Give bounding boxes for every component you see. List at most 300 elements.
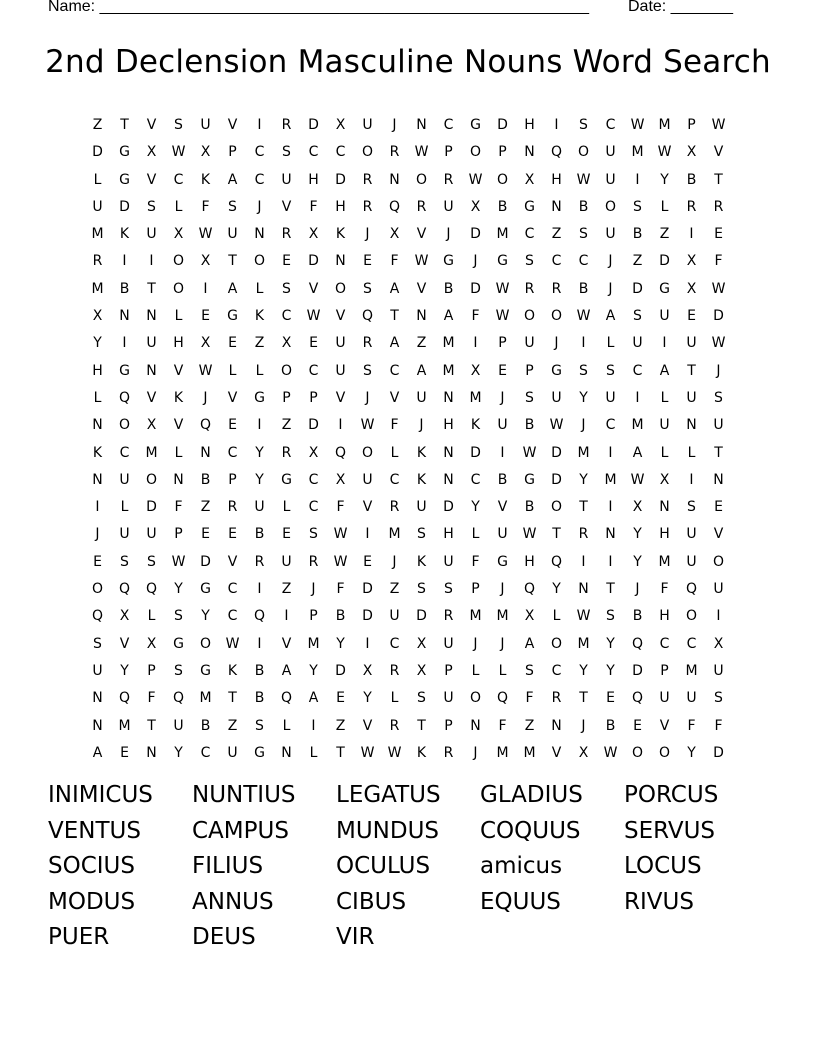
grid-letter: H xyxy=(443,526,454,543)
grid-letter: W xyxy=(495,280,510,297)
grid-letter: O xyxy=(550,635,563,652)
grid-letter: G xyxy=(470,117,481,133)
grid-letter: O xyxy=(91,581,104,598)
grid-letter: G xyxy=(173,635,184,652)
grid-letter: V xyxy=(389,389,400,406)
grid-letter: M xyxy=(496,226,509,243)
grid-letter: O xyxy=(280,362,293,379)
grid-letter: R xyxy=(92,253,103,270)
grid-letter: M xyxy=(496,744,509,761)
grid-letter: M xyxy=(388,526,401,543)
grid-letter: Y xyxy=(660,171,669,188)
grid-letter: E xyxy=(309,335,318,352)
grid-letter: A xyxy=(443,308,454,325)
grid-letter: S xyxy=(714,389,723,406)
grid-letter: G xyxy=(659,280,670,297)
word-bank xyxy=(48,778,768,956)
grid-letter: Q xyxy=(523,581,536,598)
grid-letter: Q xyxy=(496,690,509,707)
grid-letter: S xyxy=(525,389,534,406)
grid-letter: V xyxy=(713,144,724,161)
grid-letter: V xyxy=(281,635,292,652)
grid-letter: Z xyxy=(659,226,670,243)
grid-letter: J xyxy=(365,226,370,243)
grid-letter: J xyxy=(419,417,424,434)
grid-letter: M xyxy=(604,471,617,488)
grid-letter: L xyxy=(93,171,102,188)
grid-letter: X xyxy=(686,144,697,161)
grid-letter: J xyxy=(581,417,586,434)
grid-letter: G xyxy=(551,362,562,379)
grid-letter: Y xyxy=(201,608,210,625)
grid-letter: L xyxy=(498,662,507,679)
grid-letter: W xyxy=(171,144,186,161)
grid-letter: I xyxy=(311,717,316,734)
grid-letter: V xyxy=(362,499,373,516)
grid-letter: O xyxy=(577,144,590,161)
grid-letter: S xyxy=(363,280,372,297)
grid-letter: N xyxy=(713,471,724,488)
grid-letter: D xyxy=(119,198,130,215)
grid-letter: Q xyxy=(253,608,266,625)
grid-letter: N xyxy=(416,308,427,325)
grid-letter: L xyxy=(606,335,615,352)
grid-letter: O xyxy=(145,471,158,488)
grid-letter: R xyxy=(713,198,724,215)
grid-letter: X xyxy=(335,117,346,133)
grid-letter: J xyxy=(500,389,505,406)
grid-letter: I xyxy=(608,553,613,570)
grid-letter: Y xyxy=(552,581,561,598)
grid-letter: W xyxy=(171,553,186,570)
grid-letter: C xyxy=(227,608,238,625)
grid-letter: B xyxy=(632,226,643,243)
grid-letter: T xyxy=(606,581,615,598)
grid-letter: C xyxy=(173,171,184,188)
grid-letter: D xyxy=(713,308,724,325)
grid-letter: U xyxy=(686,335,697,352)
grid-letter: U xyxy=(443,635,454,652)
grid-letter: T xyxy=(687,362,696,379)
grid-letter: A xyxy=(308,690,319,707)
grid-letter: D xyxy=(308,253,319,270)
grid-letter: M xyxy=(496,608,509,625)
grid-letter: Y xyxy=(255,471,264,488)
grid-letter: K xyxy=(227,662,238,679)
grid-letter: H xyxy=(308,171,319,188)
grid-letter: N xyxy=(200,444,211,461)
grid-letter: F xyxy=(471,553,480,570)
grid-letter: Y xyxy=(471,499,480,516)
grid-letter: U xyxy=(605,171,616,188)
grid-letter: I xyxy=(662,335,667,352)
grid-letter: B xyxy=(200,717,211,734)
grid-letter: J xyxy=(392,117,397,133)
grid-letter: I xyxy=(257,117,262,133)
grid-letter: U xyxy=(335,335,346,352)
grid-letter: R xyxy=(227,499,238,516)
grid-letter: I xyxy=(338,417,343,434)
grid-letter: B xyxy=(335,608,346,625)
grid-letter: R xyxy=(524,280,535,297)
grid-letter: D xyxy=(443,499,454,516)
grid-letter: R xyxy=(254,553,265,570)
grid-letter: C xyxy=(551,253,562,270)
grid-letter: Y xyxy=(633,553,642,570)
grid-letter: U xyxy=(227,744,238,761)
grid-letter: T xyxy=(579,690,588,707)
grid-letter: J xyxy=(95,526,100,543)
grid-letter: M xyxy=(118,717,131,734)
grid-letter: O xyxy=(469,144,482,161)
grid-letter: G xyxy=(524,471,535,488)
grid-letter: H xyxy=(551,171,562,188)
grid-letter: P xyxy=(444,662,453,679)
grid-letter: M xyxy=(442,362,455,379)
grid-letter: N xyxy=(92,690,103,707)
grid-letter: D xyxy=(362,608,373,625)
grid-letter: U xyxy=(443,690,454,707)
grid-letter: B xyxy=(632,608,643,625)
grid-letter: D xyxy=(497,117,508,133)
grid-letter: W xyxy=(495,308,510,325)
grid-letter: N xyxy=(92,471,103,488)
word-bank-item: SOCIUS xyxy=(48,853,135,880)
grid-letter: F xyxy=(498,717,507,734)
grid-letter: X xyxy=(416,635,427,652)
word-bank-item: amicus xyxy=(480,853,563,880)
grid-letter: E xyxy=(606,690,615,707)
grid-letter: L xyxy=(660,444,669,461)
grid-letter: X xyxy=(524,171,535,188)
grid-letter: A xyxy=(92,744,103,761)
grid-letter: X xyxy=(686,280,697,297)
grid-letter: B xyxy=(524,417,535,434)
grid-letter: X xyxy=(281,335,292,352)
grid-letter: M xyxy=(631,417,644,434)
grid-letter: U xyxy=(119,471,130,488)
grid-letter: R xyxy=(362,335,373,352)
grid-letter: C xyxy=(308,499,319,516)
grid-letter: L xyxy=(147,608,156,625)
grid-letter: U xyxy=(416,389,427,406)
grid-letter: O xyxy=(685,608,698,625)
grid-letter: X xyxy=(146,417,157,434)
word-bank-item: RIVUS xyxy=(624,888,694,915)
grid-letter: L xyxy=(471,662,480,679)
grid-letter: X xyxy=(470,362,481,379)
grid-letter: W xyxy=(630,117,645,133)
grid-letter: J xyxy=(203,389,208,406)
grid-letter: U xyxy=(686,389,697,406)
grid-letter: R xyxy=(281,444,292,461)
word-bank-item: PUER xyxy=(48,924,110,951)
grid-letter: O xyxy=(118,417,131,434)
grid-letter: U xyxy=(146,226,157,243)
grid-letter: F xyxy=(309,198,318,215)
grid-letter: S xyxy=(417,526,426,543)
header-line xyxy=(48,0,748,20)
grid-letter: J xyxy=(554,335,559,352)
grid-letter: A xyxy=(659,362,670,379)
grid-letter: K xyxy=(254,308,265,325)
grid-letter: U xyxy=(497,417,508,434)
grid-letter: U xyxy=(443,553,454,570)
grid-letter: L xyxy=(174,444,183,461)
grid-letter: M xyxy=(658,117,671,133)
grid-letter: Z xyxy=(335,717,346,734)
grid-letter: U xyxy=(200,117,211,133)
grid-letter: G xyxy=(227,308,238,325)
grid-letter: V xyxy=(551,744,562,761)
grid-letter: T xyxy=(147,717,156,734)
grid-letter: X xyxy=(578,744,589,761)
grid-letter: U xyxy=(713,581,724,598)
grid-letter: R xyxy=(551,280,562,297)
grid-letter: P xyxy=(498,335,507,352)
grid-letter: D xyxy=(416,608,427,625)
grid-letter: L xyxy=(93,389,102,406)
grid-letter: R xyxy=(443,171,454,188)
grid-letter: O xyxy=(415,171,428,188)
grid-letter: T xyxy=(336,744,345,761)
grid-letter: C xyxy=(227,581,238,598)
grid-letter: A xyxy=(605,308,616,325)
grid-letter: U xyxy=(524,335,535,352)
grid-letter: U xyxy=(119,526,130,543)
grid-letter: W xyxy=(603,744,618,761)
grid-letter: C xyxy=(605,117,616,133)
grid-letter: R xyxy=(416,198,427,215)
grid-letter: W xyxy=(387,744,402,761)
grid-letter: S xyxy=(444,581,453,598)
grid-letter: D xyxy=(551,471,562,488)
grid-letter: E xyxy=(363,253,372,270)
word-bank-item: SERVUS xyxy=(624,817,716,844)
grid-letter: X xyxy=(200,144,211,161)
grid-letter: M xyxy=(145,444,158,461)
grid-letter: E xyxy=(228,526,237,543)
word-bank-item: GLADIUS xyxy=(480,782,583,808)
grid-letter: I xyxy=(689,226,694,243)
grid-letter: V xyxy=(362,717,373,734)
grid-letter: U xyxy=(416,499,427,516)
grid-letter: X xyxy=(713,635,724,652)
grid-letter: C xyxy=(254,171,265,188)
grid-letter: P xyxy=(687,117,696,133)
grid-letter: C xyxy=(281,308,292,325)
grid-letter: J xyxy=(608,280,613,297)
grid-letter: W xyxy=(576,308,591,325)
grid-letter: G xyxy=(200,581,211,598)
grid-letter: I xyxy=(365,635,370,652)
grid-letter: N xyxy=(281,744,292,761)
grid-letter: S xyxy=(714,690,723,707)
grid-letter: D xyxy=(470,280,481,297)
word-bank-item: MODUS xyxy=(48,888,136,915)
grid-letter: P xyxy=(444,717,453,734)
grid-letter: O xyxy=(361,144,374,161)
grid-letter: D xyxy=(146,499,157,516)
grid-letter: X xyxy=(470,198,481,215)
grid-letter: K xyxy=(92,444,103,461)
grid-letter: S xyxy=(525,253,534,270)
grid-letter: P xyxy=(228,144,237,161)
grid-letter: V xyxy=(227,389,238,406)
word-bank-item: NUNTIUS xyxy=(192,782,296,808)
grid-letter: J xyxy=(635,581,640,598)
grid-letter: K xyxy=(416,744,427,761)
grid-letter: F xyxy=(687,717,696,734)
grid-letter: A xyxy=(389,335,400,352)
grid-letter: J xyxy=(500,635,505,652)
grid-letter: O xyxy=(631,744,644,761)
grid-letter: L xyxy=(390,444,399,461)
word-bank-item: FILIUS xyxy=(192,853,264,880)
grid-letter: F xyxy=(714,253,723,270)
grid-letter: J xyxy=(473,253,478,270)
grid-letter: K xyxy=(119,226,130,243)
grid-letter: W xyxy=(711,280,726,297)
grid-letter: P xyxy=(471,581,480,598)
grid-letter: G xyxy=(200,662,211,679)
grid-letter: X xyxy=(200,253,211,270)
grid-letter: Z xyxy=(389,581,400,598)
grid-letter: U xyxy=(335,362,346,379)
grid-letter: S xyxy=(282,280,291,297)
grid-letter: J xyxy=(311,581,316,598)
word-bank-item: ANNUS xyxy=(192,888,274,915)
grid-letter: S xyxy=(174,117,183,133)
grid-letter: E xyxy=(498,362,507,379)
grid-letter: X xyxy=(119,608,130,625)
grid-letter: R xyxy=(551,690,562,707)
grid-letter: E xyxy=(336,690,345,707)
grid-letter: W xyxy=(414,144,429,161)
grid-letter: B xyxy=(524,499,535,516)
grid-letter: N xyxy=(443,444,454,461)
grid-letter: Z xyxy=(551,226,562,243)
grid-letter: U xyxy=(146,526,157,543)
grid-letter: E xyxy=(93,553,102,570)
grid-letter: Q xyxy=(118,389,131,406)
grid-letter: I xyxy=(716,608,721,625)
grid-letter: V xyxy=(335,308,346,325)
grid-letter: C xyxy=(119,444,130,461)
grid-letter: C xyxy=(389,635,400,652)
grid-letter: U xyxy=(686,553,697,570)
word-bank-item: OCULUS xyxy=(336,853,431,880)
grid-letter: J xyxy=(500,581,505,598)
grid-letter: C xyxy=(308,144,319,161)
grid-letter: U xyxy=(443,198,454,215)
grid-letter: F xyxy=(714,717,723,734)
grid-letter: T xyxy=(714,444,723,461)
word-bank-item: VENTUS xyxy=(48,817,141,844)
grid-letter: R xyxy=(443,608,454,625)
grid-letter: I xyxy=(635,389,640,406)
grid-letter: F xyxy=(336,581,345,598)
grid-letter: A xyxy=(389,280,400,297)
grid-letter: R xyxy=(281,117,292,133)
grid-letter: E xyxy=(282,253,291,270)
grid-letter: Z xyxy=(632,253,643,270)
grid-letter: Z xyxy=(92,117,103,133)
grid-letter: K xyxy=(470,417,481,434)
grid-letter: U xyxy=(713,417,724,434)
grid-letter: W xyxy=(198,362,213,379)
grid-letter: M xyxy=(307,635,320,652)
grid-letter: V xyxy=(308,280,319,297)
grid-letter: I xyxy=(149,253,154,270)
grid-letter: N xyxy=(173,471,184,488)
grid-letter: L xyxy=(174,308,183,325)
grid-letter: S xyxy=(606,608,615,625)
grid-letter: L xyxy=(660,198,669,215)
grid-letter: W xyxy=(198,226,213,243)
grid-letter: E xyxy=(228,417,237,434)
grid-letter: Y xyxy=(174,581,183,598)
grid-letter: Y xyxy=(363,690,372,707)
grid-letter: Y xyxy=(579,471,588,488)
grid-letter: S xyxy=(687,499,696,516)
grid-letter: M xyxy=(577,444,590,461)
grid-letter: I xyxy=(122,335,127,352)
grid-letter: M xyxy=(523,744,536,761)
grid-letter: F xyxy=(174,499,183,516)
grid-letter: B xyxy=(200,471,211,488)
grid-letter: B xyxy=(254,662,265,679)
grid-letter: L xyxy=(687,444,696,461)
grid-letter: U xyxy=(281,171,292,188)
grid-letter: X xyxy=(200,335,211,352)
grid-letter: P xyxy=(444,144,453,161)
grid-letter: H xyxy=(659,526,670,543)
grid-letter: K xyxy=(335,226,346,243)
grid-letter: I xyxy=(500,444,505,461)
grid-letter: J xyxy=(257,198,262,215)
grid-letter: S xyxy=(363,362,372,379)
grid-letter: S xyxy=(417,581,426,598)
grid-letter: E xyxy=(120,744,129,761)
grid-letter: M xyxy=(91,226,104,243)
grid-letter: L xyxy=(255,280,264,297)
grid-letter: B xyxy=(119,280,130,297)
grid-letter: D xyxy=(308,417,319,434)
grid-letter: S xyxy=(579,362,588,379)
grid-letter: O xyxy=(172,253,185,270)
grid-letter: S xyxy=(120,553,129,570)
grid-letter: D xyxy=(362,581,373,598)
grid-letter: O xyxy=(496,171,509,188)
grid-letter: N xyxy=(416,117,427,133)
grid-letter: T xyxy=(228,690,237,707)
grid-letter: C xyxy=(200,744,211,761)
grid-letter: J xyxy=(581,717,586,734)
grid-letter: S xyxy=(93,635,102,652)
grid-letter: U xyxy=(659,308,670,325)
grid-letter: M xyxy=(91,280,104,297)
grid-letter: C xyxy=(524,226,535,243)
grid-letter: L xyxy=(282,499,291,516)
page-title: 2nd Declension Masculine Nouns Word Search xyxy=(45,44,771,80)
grid-letter: X xyxy=(146,144,157,161)
grid-letter: S xyxy=(309,526,318,543)
grid-letter: P xyxy=(525,362,534,379)
grid-letter: J xyxy=(473,744,478,761)
grid-letter: B xyxy=(497,198,508,215)
grid-letter: U xyxy=(254,499,265,516)
